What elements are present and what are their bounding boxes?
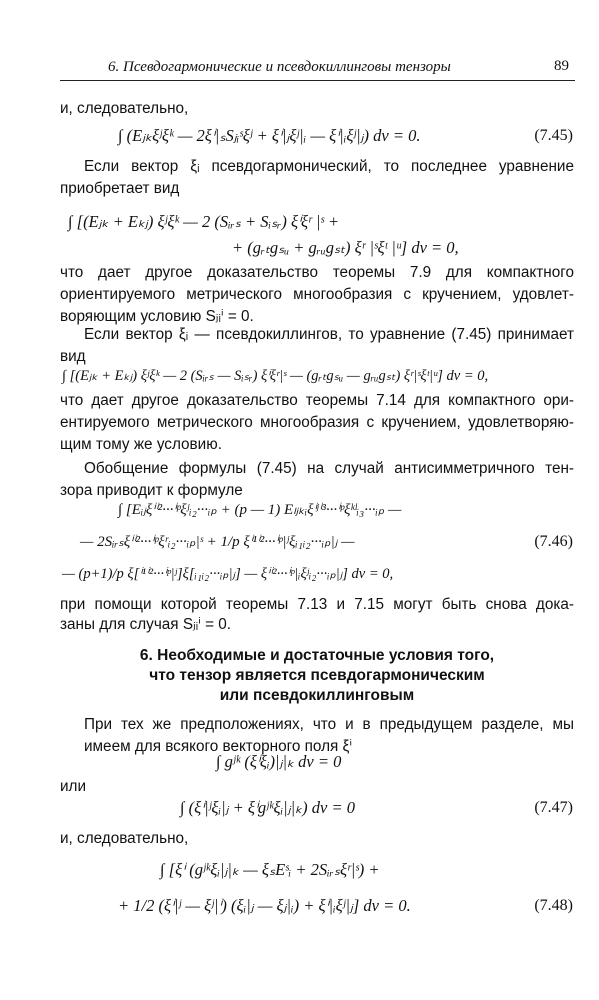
equation-line: ∫ [(Eⱼₖ + Eₖⱼ) ξʲξᵏ — 2 (Sᵢᵣₛ — Sᵢₛᵣ) ξⁱξʳ|ˢ — (gᵣₜgₛᵤ — gᵣᵤgₛₜ) ξʳ|ˢξᵗ|ᵘ] dv = 0, bbox=[62, 368, 489, 384]
equation-number: (7.48) bbox=[534, 897, 573, 914]
equation-line: ∫ gʲᵏ (ξⁱξᵢ)|ⱼ|ₖ dv = 0 bbox=[216, 752, 342, 771]
paragraph-line: заны для случая Sⱼᵢⁱ = 0. bbox=[60, 616, 232, 633]
equation-number: (7.46) bbox=[534, 533, 573, 550]
equation-7-46-line: — 2Sᵢᵣₛξⁱⁱ²···ⁱᵖξʳᵢ₂···ᵢₚ|ˢ + 1/p ξⁱ¹ⁱ²···ⁱᵖ|ʲξᵢ₁ᵢ₂···ᵢₚ|ⱼ — bbox=[80, 534, 355, 550]
paragraph-line: при помощи которой теоремы 7.13 и 7.15 могут быть снова дока- bbox=[60, 596, 574, 613]
section-heading-line: что тензор является псевдогармоническим bbox=[149, 667, 485, 684]
paragraph-line: приобретает вид bbox=[60, 180, 180, 197]
section-heading-line: или псевдокиллинговым bbox=[219, 687, 415, 704]
paragraph-line: ентируемого метрического многообразия с кручением, удовлетворяю- bbox=[60, 414, 574, 431]
paragraph-line: ориентируемого метрического многообразия с кручением, удовлет- bbox=[60, 286, 574, 303]
equation-line: + (gᵣₜgₛᵤ + gᵣᵤgₛₜ) ξʳ |ˢξᵗ |ᵘ] dv = 0, bbox=[232, 238, 459, 257]
equation-line: ∫ [(Eⱼₖ + Eₖⱼ) ξʲξᵏ — 2 (Sᵢᵣₛ + Sᵢₛᵣ) ξⁱξʳ |ˢ + bbox=[68, 212, 340, 231]
text-line: и, следовательно, bbox=[60, 100, 189, 117]
paragraph-line: Если вектор ξᵢ — псевдокиллингов, то уравнение (7.45) принимает bbox=[84, 326, 574, 343]
equation-7-46-line: ∫ [Eᵢⱼξⁱⁱ²···ⁱᵖξʲᵢ₂···ᵢₚ + (p — 1) Eₗⱼₖᵢξⁱʲⁱ³···ⁱᵖξᵏˡᵢ₃···ᵢₚ — bbox=[118, 502, 402, 518]
paragraph-line: что дает другое доказательство теоремы 7.14 для компактного ори- bbox=[60, 392, 574, 409]
equation-number: (7.45) bbox=[534, 127, 573, 144]
paragraph-line: Обобщение формулы (7.45) на случай антисимметричного тен- bbox=[84, 460, 574, 477]
equation-7-48-line: + 1/2 (ξⁱ|ʲ — ξʲ|ⁱ) (ξᵢ|ⱼ — ξⱼ|ᵢ) + ξⁱ|ᵢξʲ|ⱼ] dv = 0. bbox=[118, 896, 411, 915]
equation-7-45: ∫ (Eⱼₖξʲξᵏ — 2ξⁱ|ₛSⱼᵢˢξʲ + ξⁱ|ⱼξʲ|ᵢ — ξⁱ|ᵢξʲ|ⱼ) dv = 0. bbox=[118, 126, 421, 145]
running-title: 6. Псевдогармонические и псевдокиллинговы тензоры bbox=[108, 59, 451, 75]
paragraph-line: При тех же предположениях, что и в предыдущем разделе, мы bbox=[84, 716, 574, 733]
paragraph-line: воряющим условию Sⱼᵢⁱ = 0. bbox=[60, 308, 254, 325]
equation-number: (7.47) bbox=[534, 799, 573, 816]
running-header bbox=[60, 56, 575, 81]
paragraph-line: щим тому же условию. bbox=[60, 436, 222, 453]
equation-7-48-line: ∫ [ξⁱ (gʲᵏξᵢ|ⱼ|ₖ — ξₛEˢᵢ + 2Sᵢᵣₛξʳ|ˢ) + bbox=[160, 860, 380, 879]
text-line: и, следовательно, bbox=[60, 830, 189, 847]
paragraph-line: зора приводит к формуле bbox=[60, 482, 243, 499]
paragraph-line: что дает другое доказательство теоремы 7.9 для компактного bbox=[60, 264, 574, 281]
equation-7-47: ∫ (ξⁱ|ʲξᵢ|ⱼ + ξⁱgʲᵏξᵢ|ⱼ|ₖ) dv = 0 bbox=[180, 798, 355, 817]
paragraph-line: Если вектор ξᵢ псевдогармонический, то последнее уравнение bbox=[84, 158, 574, 175]
paragraph-line: имеем для всякого векторного поля ξⁱ bbox=[84, 738, 353, 755]
text-line: или bbox=[60, 778, 87, 795]
page-number: 89 bbox=[554, 58, 569, 74]
equation-7-46-line: — (p+1)/p ξ[ⁱ¹ⁱ²···ⁱᵖ|ʲ]ξ[ᵢ₁ᵢ₂···ᵢₚ|ⱼ] — ξⁱⁱ²···ⁱᵖ|ᵢξʲᵢ₂···ᵢₚ|ⱼ] dv = 0, bbox=[62, 566, 394, 582]
section-heading-line: 6. Необходимые и достаточные условия того, bbox=[139, 647, 495, 664]
paragraph-line: вид bbox=[60, 348, 86, 365]
